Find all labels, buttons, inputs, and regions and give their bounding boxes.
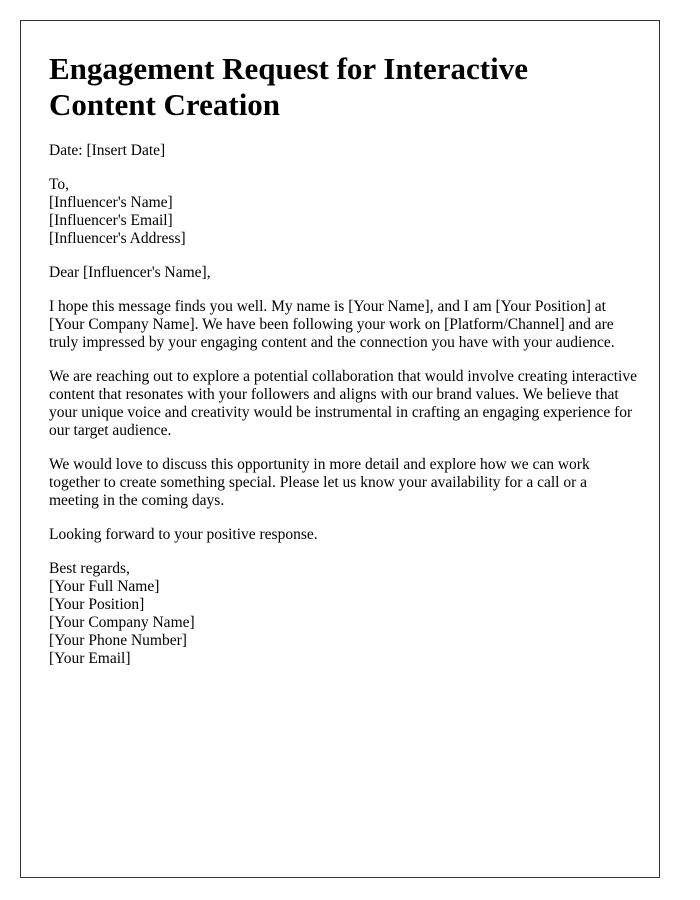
letter-title: Engagement Request for Interactive Content Creation [49,51,528,122]
signature-position: [Your Position] [49,596,145,613]
body-paragraph: I hope this message finds you well. My name is [Your Name], and I am [Your Position] at [Your Company Name]. We have been following your work on [Platform/Channel] and are truly impressed by your engaging content and the connection you have with your audience. [49,298,615,351]
recipient-line: [Influencer's Email] [49,212,173,229]
body-paragraph: We would love to discuss this opportunity in more detail and explore how we can work together to create something special. Please let us know your availability for a call or a meeting in the coming days. [49,456,590,509]
body-paragraph: Looking forward to your positive response. [49,526,318,543]
letter-content [49,51,639,668]
recipient-line: To, [49,176,70,193]
date-line: Date: [Insert Date] [49,142,166,159]
salutation: Dear [Influencer's Name], [49,264,211,281]
recipient-line: [Influencer's Address] [49,230,186,247]
body-paragraph: We are reaching out to explore a potential collaboration that would involve creating interactive content that resonates with your followers and aligns with our brand values. We believe that your unique voice and creativity would be instrumental in crafting an engaging experience for our target audience. [49,368,637,439]
signature-company: [Your Company Name] [49,614,195,631]
closing-line: Best regards, [49,560,130,577]
signature-name: [Your Full Name] [49,578,160,595]
recipient-block [49,176,639,248]
letter-page [20,20,660,878]
signature-phone: [Your Phone Number] [49,632,187,649]
recipient-line: [Influencer's Name] [49,194,173,211]
signature-email: [Your Email] [49,650,131,667]
closing-block [49,560,639,668]
